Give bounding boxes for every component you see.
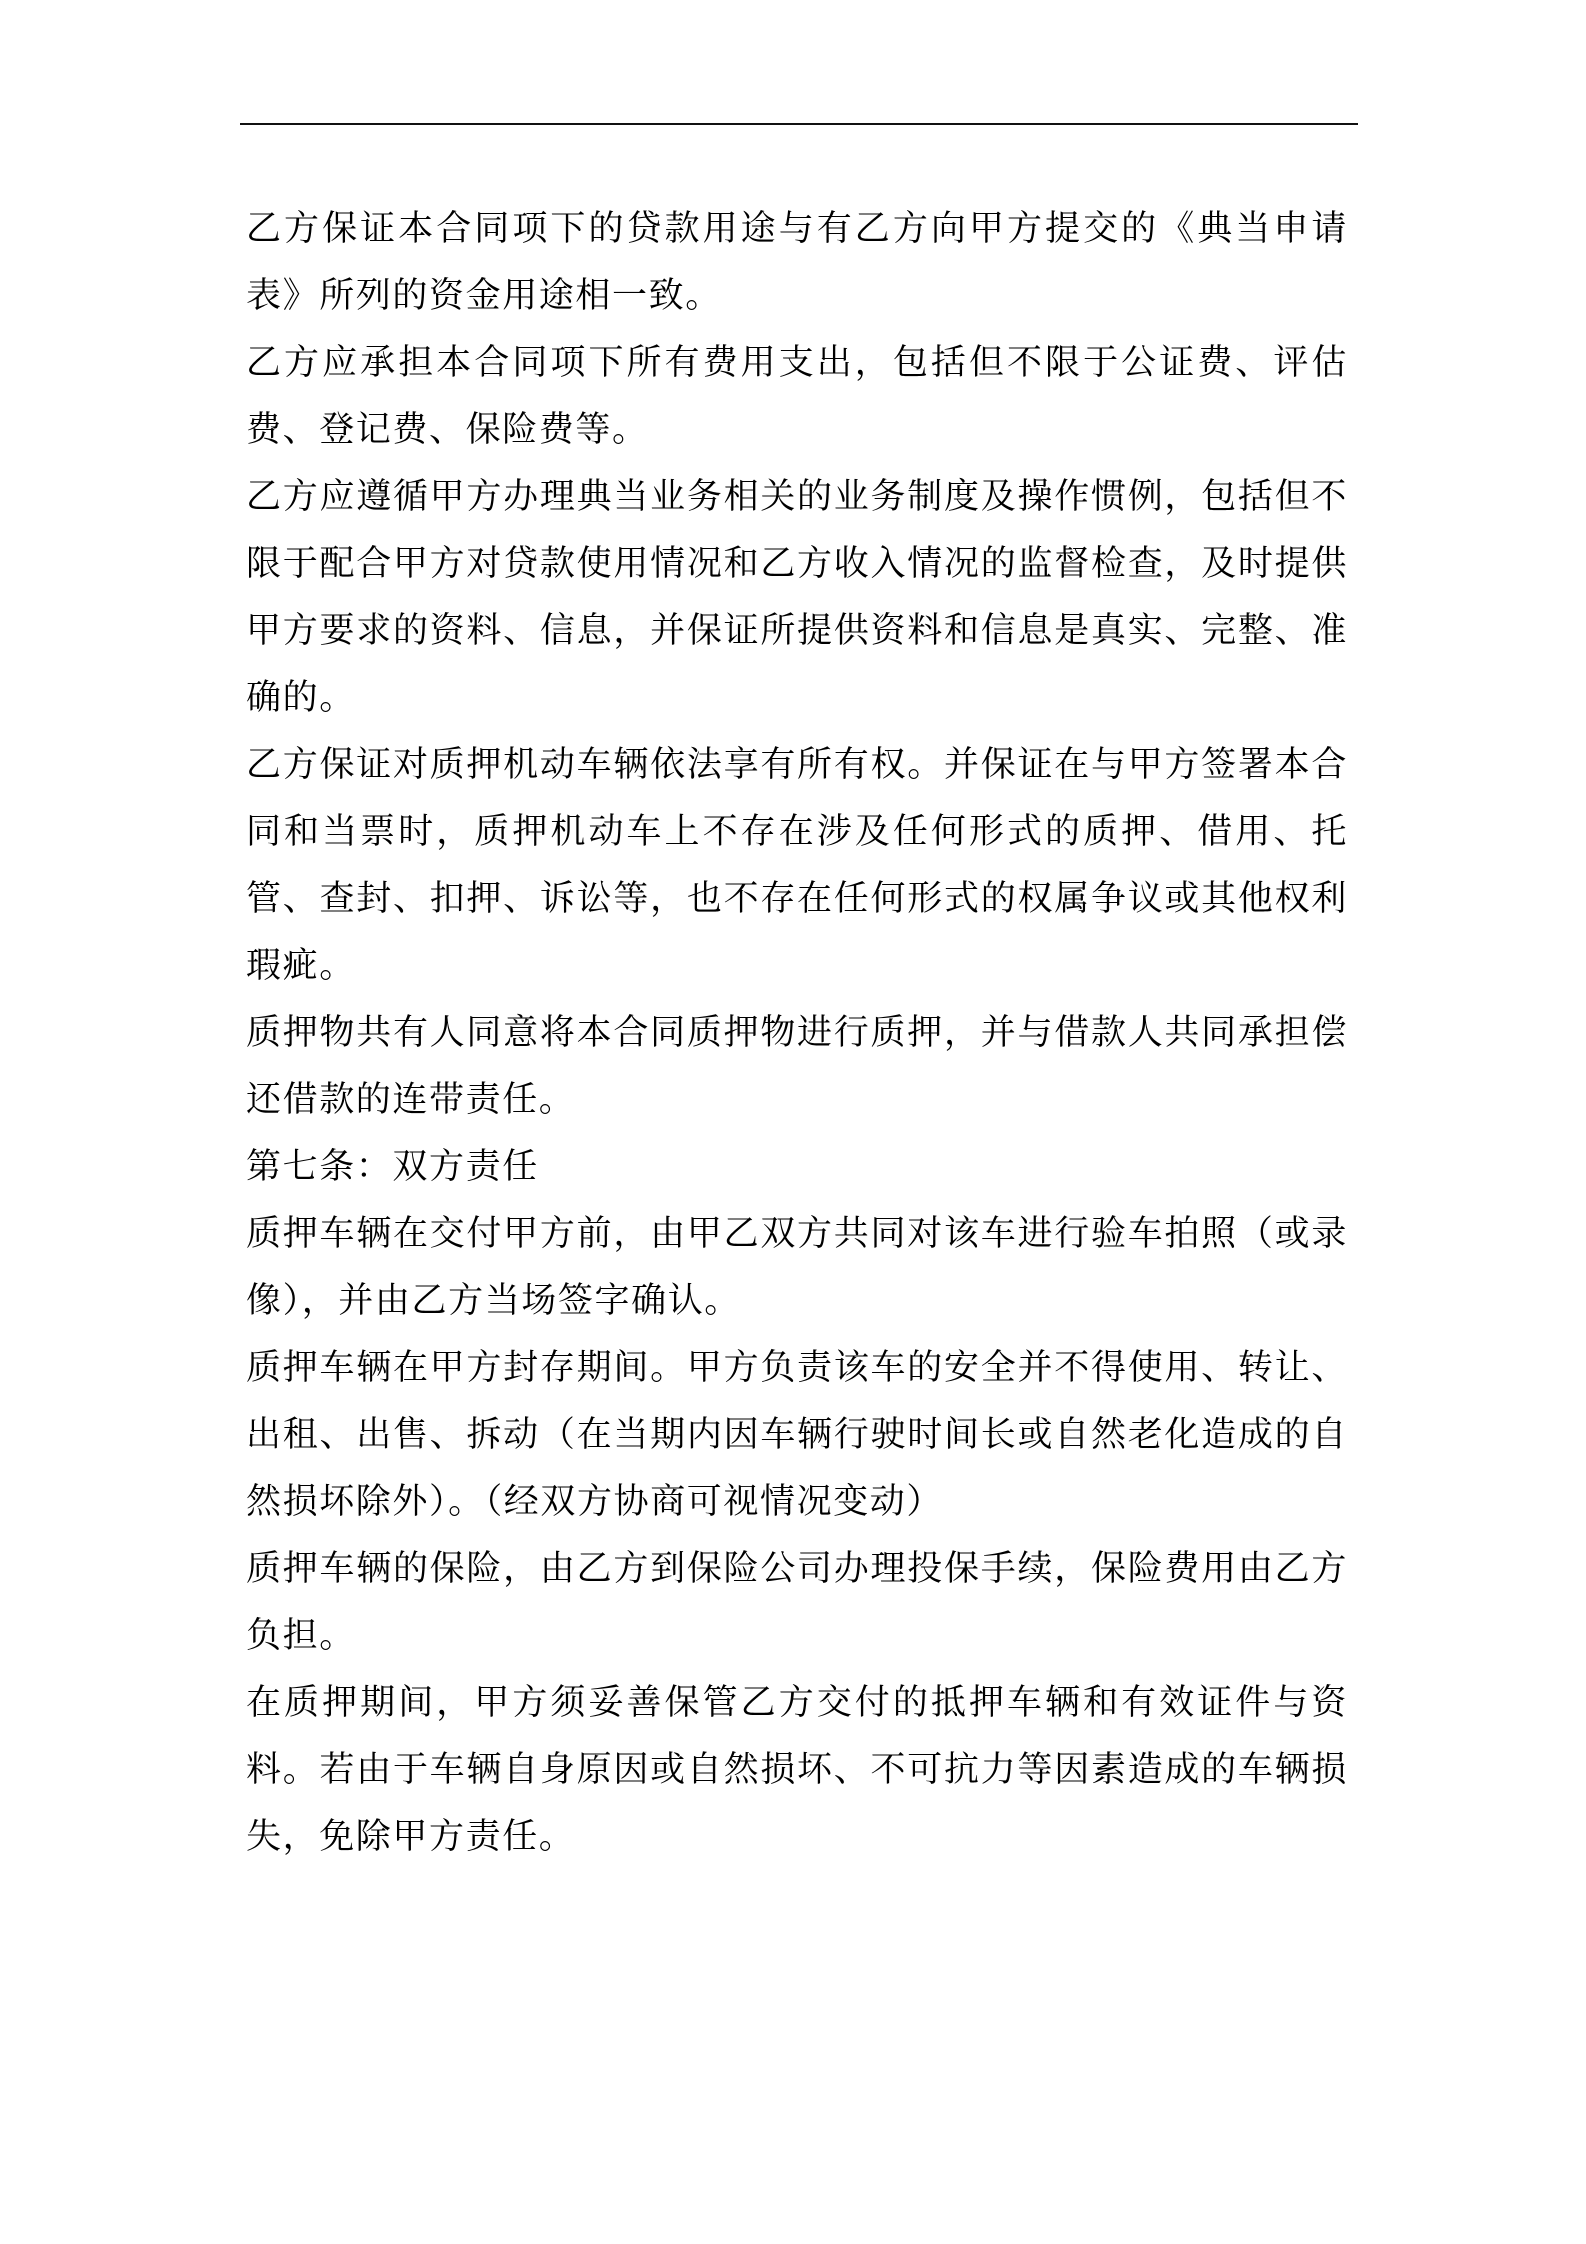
paragraph-custody-liability: 在质押期间，甲方须妥善保管乙方交付的抵押车辆和有效证件与资料。若由于车辆自身原因或自然损坏、不可抗力等因素造成的车辆损失，免除甲方责任。 <box>246 1683 1348 1857</box>
section-heading-article-7: 第七条：双方责任 <box>246 1147 539 1187</box>
paragraph-co-owner-consent: 质押物共有人同意将本合同质押物进行质押，并与借款人共同承担偿还借款的连带责任。 <box>246 1013 1348 1120</box>
paragraph-vehicle-inspection: 质押车辆在交付甲方前，由甲乙双方共同对该车进行验车拍照（或录像），并由乙方当场签字确认。 <box>246 1214 1348 1321</box>
header-divider <box>240 123 1358 125</box>
document-body <box>246 196 1348 1871</box>
paragraph-insurance: 质押车辆的保险，由乙方到保险公司办理投保手续，保险费用由乙方负担。 <box>246 1549 1348 1656</box>
paragraph-sealed-storage: 质押车辆在甲方封存期间。甲方负责该车的安全并不得使用、转让、出租、出售、拆动（在当期内因车辆行驶时间长或自然老化造成的自然损坏除外）。（经双方协商可视情况变动） <box>246 1348 1348 1522</box>
paragraph-business-rules: 乙方应遵循甲方办理典当业务相关的业务制度及操作惯例，包括但不限于配合甲方对贷款使用情况和乙方收入情况的监督检查，及时提供甲方要求的资料、信息，并保证所提供资料和信息是真实、完整、准确的。 <box>246 477 1348 718</box>
paragraph-ownership: 乙方保证对质押机动车辆依法享有所有权。并保证在与甲方签署本合同和当票时，质押机动车上不存在涉及任何形式的质押、借用、托管、查封、扣押、诉讼等，也不存在任何形式的权属争议或其他权利瑕疵。 <box>246 745 1348 986</box>
paragraph-purpose-of-loan: 乙方保证本合同项下的贷款用途与有乙方向甲方提交的《典当申请表》所列的资金用途相一致。 <box>246 209 1348 316</box>
paragraph-fees: 乙方应承担本合同项下所有费用支出，包括但不限于公证费、评估费、登记费、保险费等。 <box>246 343 1348 450</box>
